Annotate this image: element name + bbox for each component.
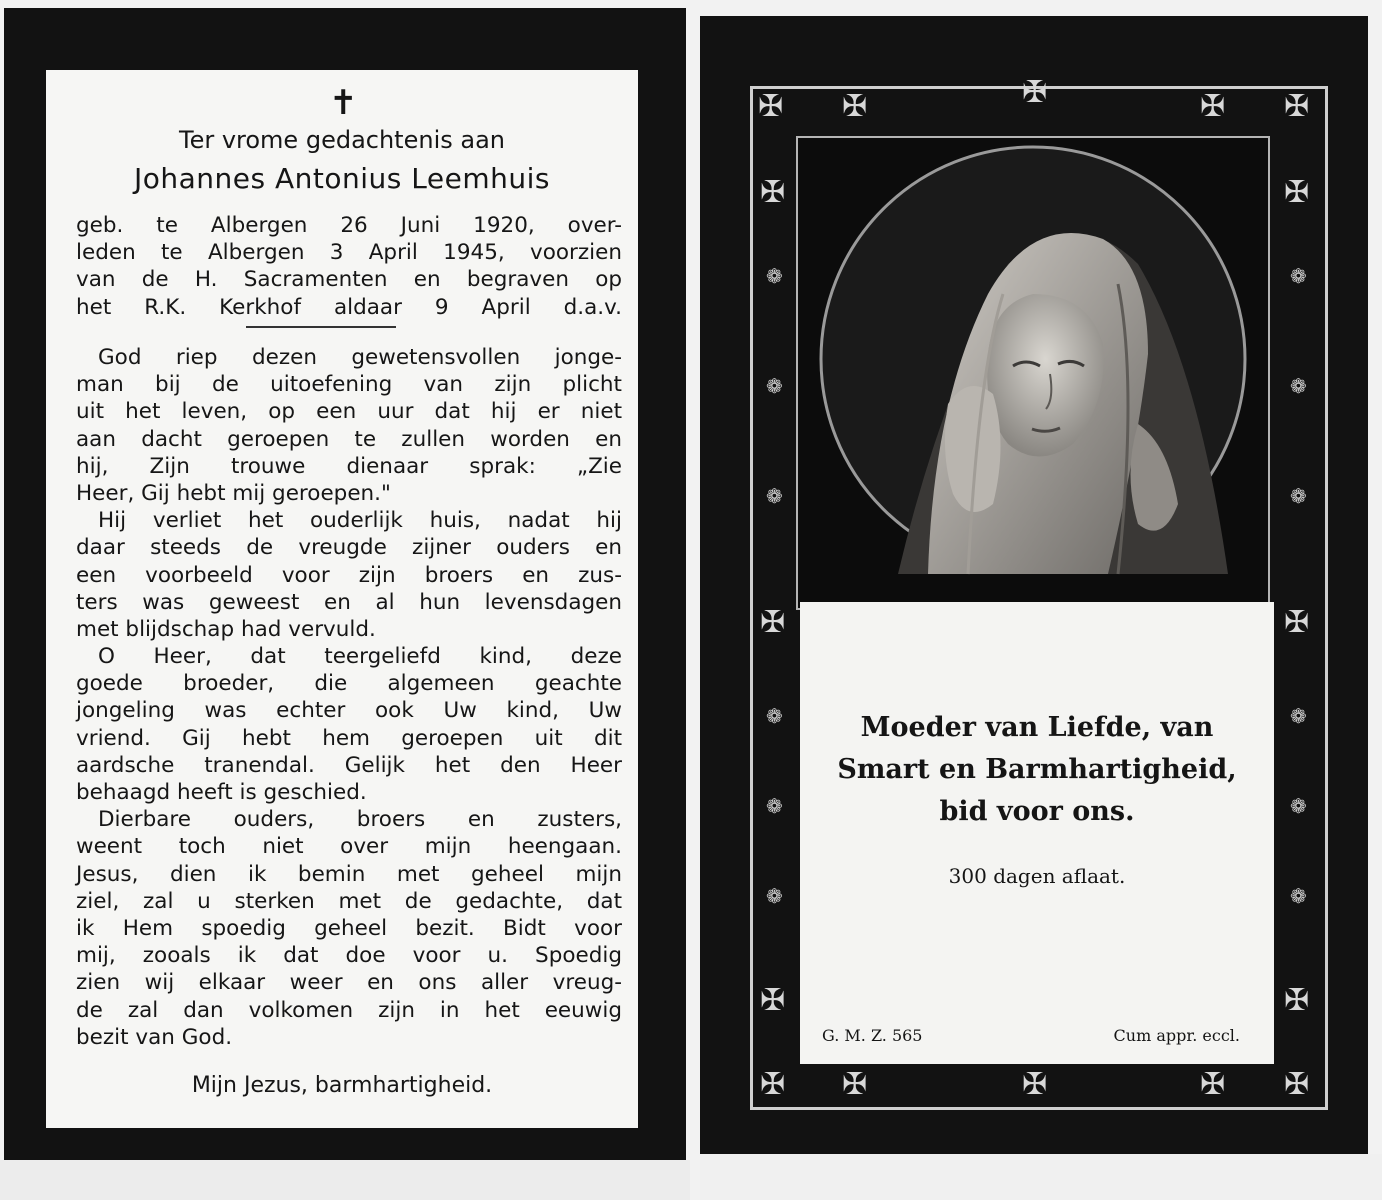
- maltese-cross-icon: ✠: [760, 175, 786, 210]
- text-line: daar steeds de vreugde zijner ouders en: [76, 535, 622, 561]
- text-line: bezit van God.: [76, 1024, 233, 1050]
- maltese-cross-icon: ✠: [1022, 1067, 1048, 1102]
- text-line: aardsche tranendal. Gelijk het den Heer: [76, 752, 622, 778]
- maltese-cross-icon: ✠: [842, 1067, 868, 1102]
- flower-ornament-icon: ❁: [1290, 264, 1307, 288]
- memorial-card-text-side: [4, 8, 686, 1168]
- maltese-cross-icon: ✠: [1022, 75, 1048, 110]
- prayer-line: Moeder van Liefde, van: [860, 712, 1214, 743]
- memorial-text-panel: [46, 70, 638, 1128]
- text-line: uit het leven, op een uur dat hij er niet: [76, 399, 622, 425]
- birth-death-details: [76, 212, 622, 321]
- flower-ornament-icon: ❁: [766, 884, 783, 908]
- publisher-code: G. M. Z. 565: [822, 1026, 923, 1045]
- text-line: weent toch niet over mijn heengaan.: [76, 834, 622, 860]
- text-line: God riep dezen gewetensvollen jonge-: [98, 345, 622, 370]
- text-line: Heer, Gij hebt mij geroepen.": [76, 480, 391, 506]
- prayer-panel: [800, 602, 1274, 1064]
- text-line: van de H. Sacramenten en begraven op: [76, 267, 622, 293]
- text-line: leden te Albergen 3 April 1945, voorzien: [76, 240, 622, 266]
- text-line: man bij de uitoefening van zijn plicht: [76, 372, 622, 398]
- text-line: met blijdschap had vervuld.: [76, 616, 376, 642]
- text-line: ik Hem spoedig geheel bezit. Bidt voor: [76, 915, 622, 941]
- flower-ornament-icon: ❁: [766, 484, 783, 508]
- text-line: goede broeder, die algemeen geachte: [76, 671, 622, 697]
- text-line: O Heer, dat teergeliefd kind, deze: [98, 644, 622, 670]
- text-line: geb. te Albergen 26 Juni 1920, over-: [76, 213, 622, 238]
- memorial-heading: Ter vrome gedachtenis aan: [178, 126, 505, 154]
- maltese-cross-icon: ✠: [760, 1067, 786, 1102]
- memorial-card-picture-side: [700, 16, 1368, 1154]
- prayer-line: bid voor ons.: [939, 796, 1135, 827]
- scan-margin: [700, 1154, 1382, 1200]
- scan-margin: [0, 1160, 690, 1200]
- text-line: een voorbeeld voor zijn broers en zus-: [76, 562, 622, 588]
- text-line: aan dacht geroepen te zullen worden en: [76, 426, 622, 452]
- text-line: ters was geweest en al hun levensdagen: [76, 589, 622, 615]
- maltese-cross-icon: ✠: [1284, 175, 1310, 210]
- text-line: mij, zooals ik dat doe voor u. Spoedig: [76, 943, 622, 969]
- text-line: vriend. Gij hebt hem geroepen uit dit: [76, 725, 622, 751]
- text-line: de zal dan volkomen zijn in het eeuwig: [76, 997, 622, 1023]
- maltese-cross-icon: ✠: [1200, 89, 1226, 124]
- deceased-name: Johannes Antonius Leemhuis: [134, 162, 550, 195]
- memorial-text-body: [76, 344, 622, 1051]
- indulgence-note: 300 dagen aflaat.: [948, 864, 1126, 888]
- maltese-cross-icon: ✠: [758, 89, 784, 124]
- flower-ornament-icon: ❁: [1290, 884, 1307, 908]
- flower-ornament-icon: ❁: [1290, 374, 1307, 398]
- cross-icon: ✝: [329, 83, 358, 123]
- text-line: het R.K. Kerkhof aldaar 9 April d.a.v.: [76, 294, 622, 320]
- flower-ornament-icon: ❁: [1290, 794, 1307, 818]
- maltese-cross-icon: ✠: [760, 605, 786, 640]
- text-line: behaagd heeft is geschied.: [76, 780, 367, 805]
- ecclesiastical-approval: Cum appr. eccl.: [1113, 1026, 1240, 1045]
- text-line: ziel, zal u sterken met de gedachte, dat: [76, 888, 622, 914]
- divider: [246, 326, 396, 328]
- flower-ornament-icon: ❁: [766, 264, 783, 288]
- flower-ornament-icon: ❁: [1290, 704, 1307, 728]
- prayer-line: Smart en Barmhartigheid,: [837, 754, 1237, 785]
- text-line: Jesus, dien ik bemin met geheel mijn: [76, 861, 622, 887]
- text-line: zien wij elkaar weer en ons aller vreug-: [76, 970, 622, 996]
- closing-prayer: Mijn Jezus, barmhartigheid.: [191, 1073, 493, 1098]
- maltese-cross-icon: ✠: [1284, 983, 1310, 1018]
- maltese-cross-icon: ✠: [760, 983, 786, 1018]
- maltese-cross-icon: ✠: [1284, 605, 1310, 640]
- text-line: jongeling was echter ook Uw kind, Uw: [76, 698, 622, 724]
- maltese-cross-icon: ✠: [842, 89, 868, 124]
- flower-ornament-icon: ❁: [766, 704, 783, 728]
- flower-ornament-icon: ❁: [1290, 484, 1307, 508]
- maltese-cross-icon: ✠: [1200, 1067, 1226, 1102]
- text-line: Hij verliet het ouderlijk huis, nadat hij: [98, 508, 622, 534]
- maltese-cross-icon: ✠: [1284, 89, 1310, 124]
- flower-ornament-icon: ❁: [766, 374, 783, 398]
- maltese-cross-icon: ✠: [1284, 1067, 1310, 1102]
- text-line: hij, Zijn trouwe dienaar sprak: „Zie: [76, 453, 622, 479]
- flower-ornament-icon: ❁: [766, 794, 783, 818]
- text-line: Dierbare ouders, broers en zusters,: [98, 807, 622, 833]
- virgin-mary-portrait: [818, 144, 1248, 584]
